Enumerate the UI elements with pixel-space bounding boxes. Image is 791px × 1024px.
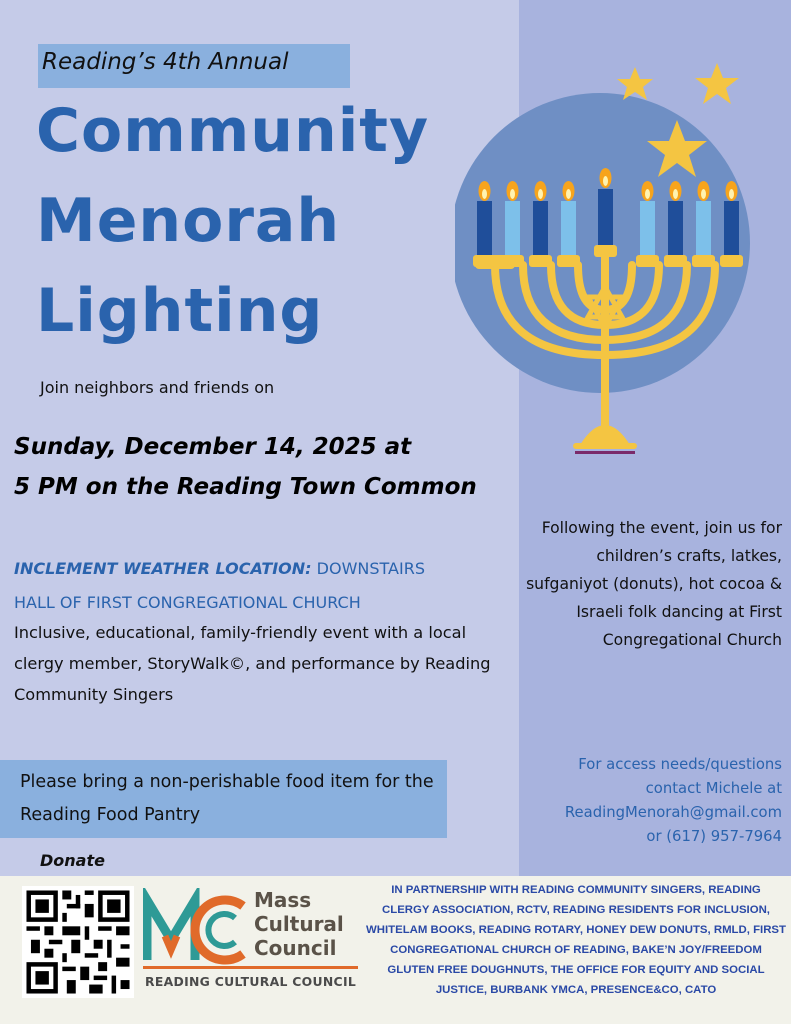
rcc-divider [143,966,358,969]
food-drive-text: Please bring a non-perishable food item for the Reading Food Pantry [20,772,434,825]
menorah-illustration [455,55,785,465]
mcc-name-line-2: Cultural [254,912,344,936]
title-line-1: Community [36,96,430,166]
title-line-2: Menorah [36,186,341,256]
access-contact [520,753,782,849]
donate-link[interactable]: Donate [40,851,105,870]
qr-code-icon[interactable] [22,886,134,998]
access-line-2: contact Michele at [645,780,782,797]
weather-location-part2: HALL OF FIRST CONGREGATIONAL CHURCH [14,593,361,612]
partners-list: IN PARTNERSHIP WITH READING COMMUNITY SINGERS, READING CLERGY ASSOCIATION, RCTV, READING RESIDENTS FOR INCLUSION, WHITELAM BOOKS, READING ROTARY, HONEY DEW DONUTS, RMLD, FIRST CONGREGATIONAL CHURCH OF READING, BAKE’N JOY/FREEDOM GLUTEN FREE DOUGHNUTS, THE OFFICE FOR EQUITY AND SOCIAL JUSTICE, BURBANK YMCA, PRESENCE&CO, CATO [366,884,786,996]
mcc-name [254,888,344,960]
star-icon [695,63,739,104]
following-event-text: Following the event, join us for children’s crafts, latkes, sufganiyot (donuts), hot cocoa & Israeli folk dancing at First Congregational Church [526,519,782,649]
mcc-monogram: MC [143,888,145,889]
intro-text: Join neighbors and friends on [40,378,275,397]
contact-phone[interactable]: or (617) 957-7964 [646,828,782,845]
weather-location-part1: DOWNSTAIRS [311,559,425,578]
event-description: Inclusive, educational, family-friendly event with a local clergy member, StoryWalk©, and performance by Reading Community Singers [14,623,491,704]
weather-label: INCLEMENT WEATHER LOCATION: [14,559,312,578]
mcc-name-line-1: Mass [254,888,312,912]
mcc-name-line-3: Council [254,936,337,960]
title-line-3: Lighting [36,276,324,346]
contact-email[interactable]: ReadingMenorah@gmail.com [564,804,782,821]
date-line-2: 5 PM on the Reading Town Common [14,474,477,500]
menorah-base [580,425,630,445]
weather-location [14,552,514,620]
date-line-1: Sunday, December 14, 2025 at [14,434,412,460]
reading-cultural-council: READING CULTURAL COUNCIL [145,974,357,989]
pre-title: Reading’s 4th Annual [42,49,289,75]
access-line-1: For access needs/questions [578,756,782,773]
